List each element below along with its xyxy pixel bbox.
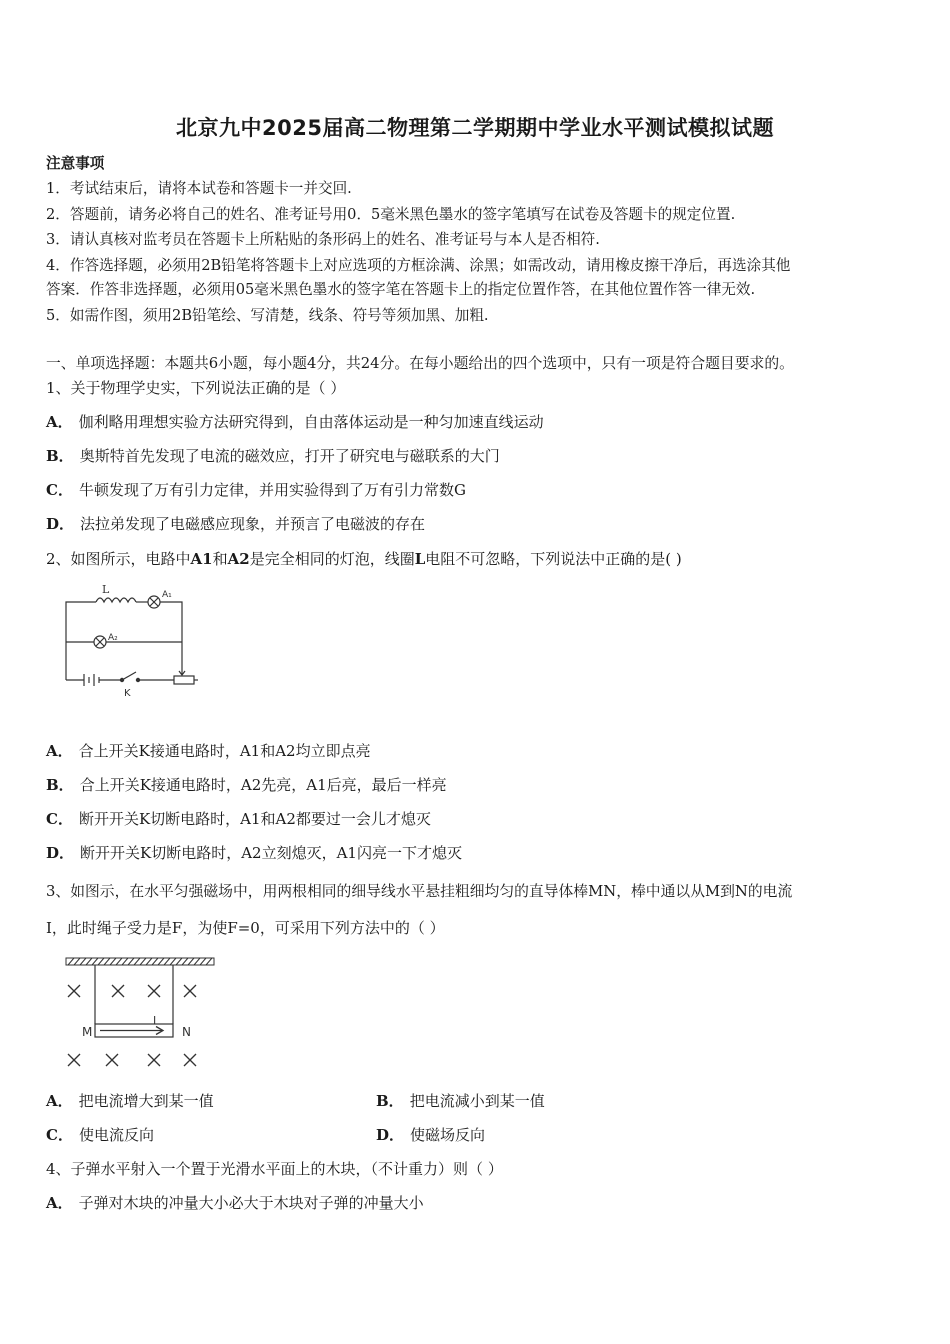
inductor-label: L: [102, 583, 110, 596]
q3-option-c: C． 使电流反向: [46, 1126, 154, 1144]
q3-option-d: D． 使磁场反向: [376, 1126, 486, 1144]
section-heading: 一、单项选择题：本题共6小题，每小题4分，共24分。在每小题给出的四个选项中，只有一项是符合题目要求的。: [46, 355, 794, 372]
q4-option-a: A． 子弹对木块的冲量大小必大于木块对子弹的冲量大小: [46, 1194, 424, 1212]
q1-option-b: B． 奥斯特首先发现了电流的磁效应，打开了研究电与磁联系的大门: [46, 447, 500, 465]
notice-item: 1．考试结束后，请将本试卷和答题卡一并交回.: [46, 180, 352, 197]
lamp-a2-label: A₂: [108, 633, 118, 643]
notice-heading: 注意事项: [46, 155, 105, 172]
q1-option-d: D． 法拉弟发现了电磁感应现象，并预言了电磁波的存在: [46, 515, 426, 533]
q1-option-a: A． 伽利略用理想实验方法研究得到，自由落体运动是一种匀加速直线运动: [46, 413, 544, 431]
page-title: 北京九中2025届高二物理第二学期期中学业水平测试模拟试题: [176, 116, 774, 140]
notice-item: 4．作答选择题，必须用2B铅笔将答题卡上对应选项的方框涂满、涂黑；如需改动，请用橡皮擦干净后，再选涂其他: [46, 257, 791, 274]
q2-option-a: A． 合上开关K接通电路时，A1和A2均立即点亮: [46, 742, 371, 760]
current-label: I: [153, 1014, 157, 1027]
q3-option-b: B． 把电流减小到某一值: [376, 1092, 545, 1110]
notice-item: 3．请认真核对监考员在答题卡上所粘贴的条形码上的姓名、准考证号与本人是否相符.: [46, 231, 600, 248]
rod-end-m-label: M: [82, 1025, 93, 1039]
q2-option-b: B． 合上开关K接通电路时，A2先亮，A1后亮，最后一样亮: [46, 776, 447, 794]
notice-item: 2．答题前，请务必将自己的姓名、准考证号用0．5毫米黑色墨水的签字笔填写在试卷及答题卡的规定位置.: [46, 206, 736, 223]
question-1-stem: 1、关于物理学史实，下列说法正确的是（ ）: [46, 379, 346, 397]
notice-item: 答案．作答非选择题，必须用05毫米黑色墨水的签字笔在答题卡上的指定位置作答，在其他位置作答一律无效.: [46, 281, 756, 298]
question-2-stem: 2、如图所示，电路中A1和A2是完全相同的灯泡，线圈L电阻不可忽略，下列说法中正确的是( ): [46, 550, 682, 568]
lamp-a1-label: A₁: [162, 590, 172, 600]
notice-item: 5．如需作图，须用2B铅笔绘、写清楚，线条、符号等须加黑、加粗.: [46, 307, 489, 324]
magnetic-field-diagram: [60, 952, 220, 1077]
question-3-stem-line2: I，此时绳子受力是F，为使F=0，可采用下列方法中的（ ）: [46, 919, 445, 937]
q1-option-c: C． 牛顿发现了万有引力定律，并用实验得到了万有引力常数G: [46, 481, 466, 499]
q2-option-d: D． 断开开关K切断电路时，A2立刻熄灭，A1闪亮一下才熄灭: [46, 844, 462, 862]
q2-option-c: C． 断开开关K切断电路时，A1和A2都要过一会儿才熄灭: [46, 810, 431, 828]
question-4-stem: 4、子弹水平射入一个置于光滑水平面上的木块，（不计重力）则（ ）: [46, 1160, 503, 1178]
question-3-stem-line1: 3、如图示，在水平匀强磁场中，用两根相同的细导线水平悬挂粗细均匀的直导体棒MN，棒中通以从M到N的电流: [46, 883, 793, 900]
rod-end-n-label: N: [182, 1025, 191, 1039]
switch-label: K: [124, 688, 131, 698]
circuit-diagram: [58, 580, 208, 698]
q3-option-a: A． 把电流增大到某一值: [46, 1092, 214, 1110]
